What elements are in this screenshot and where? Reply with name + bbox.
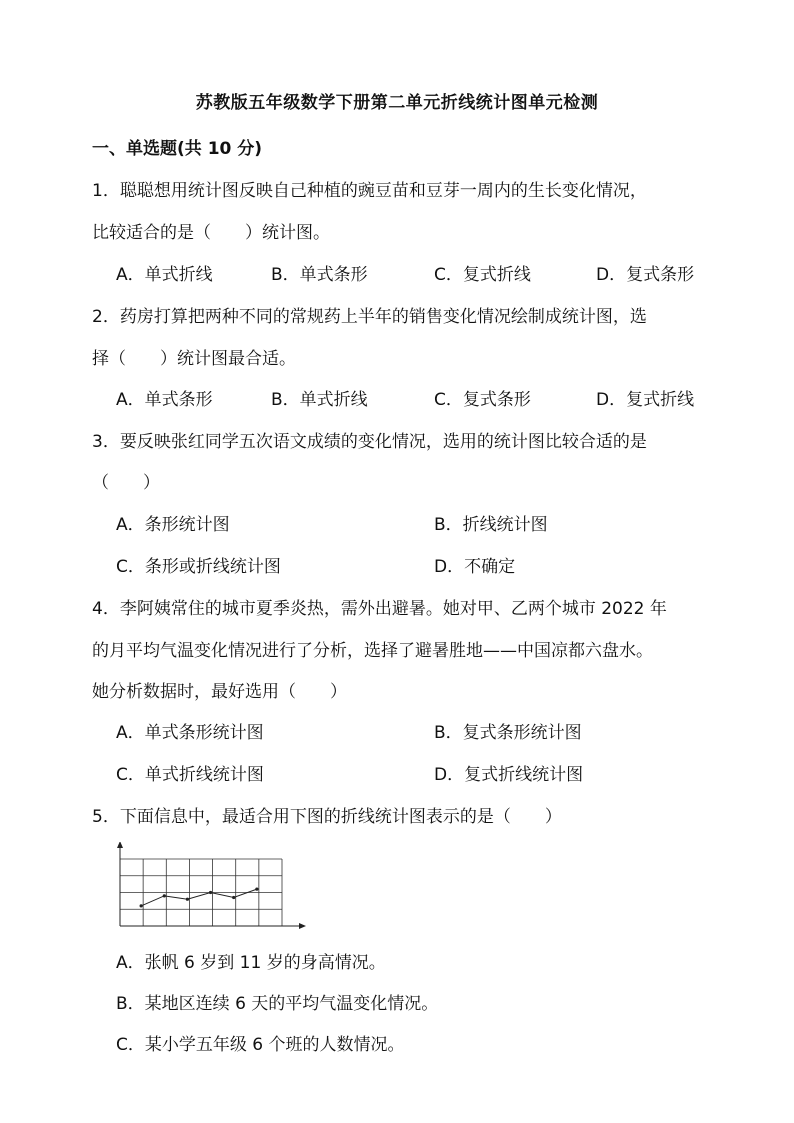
q1-option-b: B．单式条形 — [271, 265, 368, 285]
q2-option-c: C．复式条形 — [434, 390, 531, 410]
q4-option-c: C．单式折线统计图 — [116, 765, 264, 785]
q1-option-c: C．复式折线 — [434, 265, 531, 285]
question-1-line-2: 比较适合的是（ ）统计图。 — [92, 223, 330, 243]
q3-option-b: B．折线统计图 — [434, 515, 548, 535]
q4-option-a: A．单式条形统计图 — [116, 723, 264, 743]
data-point — [140, 904, 143, 907]
question-4-line-1: 4．李阿姨常住的城市夏季炎热，需外出避暑。她对甲、乙两个城市 2022 年 — [92, 599, 667, 619]
data-point — [163, 894, 166, 897]
q2-option-d: D．复式折线 — [596, 390, 695, 410]
q5-option-c: C．某小学五年级 6 个班的人数情况。 — [116, 1035, 405, 1055]
q3-option-d: D．不确定 — [434, 557, 516, 577]
question-1-line-1: 1．聪聪想用统计图反映自己种植的豌豆苗和豆芽一周内的生长变化情况， — [92, 181, 647, 201]
data-point — [186, 898, 189, 901]
q1-option-a: A．单式折线 — [116, 265, 213, 285]
data-point — [255, 888, 258, 891]
data-point — [232, 896, 235, 899]
q2-option-a: A．单式条形 — [116, 390, 213, 410]
series-line — [141, 889, 257, 906]
q3-option-a: A．条形统计图 — [116, 515, 230, 535]
q1-option-d: D．复式条形 — [596, 265, 695, 285]
question-4-line-2: 的月平均气温变化情况进行了分析，选择了避暑胜地——中国凉都六盘水。 — [92, 641, 653, 661]
q3-option-c: C．条形或折线统计图 — [116, 557, 281, 577]
question-3-line-2: （ ） — [92, 473, 160, 493]
chart-axes — [117, 842, 306, 929]
x-axis-arrow — [299, 923, 306, 929]
chart-grid — [120, 859, 282, 926]
q5-option-a: A．张帆 6 岁到 11 岁的身高情况。 — [116, 953, 386, 973]
question-4-line-3: 她分析数据时，最好选用（ ） — [92, 682, 347, 702]
line-chart-figure — [112, 842, 312, 934]
chart-series — [140, 888, 259, 908]
q4-option-d: D．复式折线统计图 — [434, 765, 584, 785]
question-3-line-1: 3．要反映张红同学五次语文成绩的变化情况，选用的统计图比较合适的是 — [92, 432, 647, 452]
data-point — [209, 891, 212, 894]
question-5-line-1: 5．下面信息中，最适合用下图的折线统计图表示的是（ ） — [92, 807, 562, 827]
q2-option-b: B．单式折线 — [271, 390, 368, 410]
question-2-line-1: 2．药房打算把两种不同的常规药上半年的销售变化情况绘制成统计图，选 — [92, 307, 647, 327]
document-title: 苏教版五年级数学下册第二单元折线统计图单元检测 — [195, 93, 599, 113]
question-2-line-2: 择（ ）统计图最合适。 — [92, 349, 296, 369]
y-axis-arrow — [117, 842, 123, 848]
q5-option-b: B．某地区连续 6 天的平均气温变化情况。 — [116, 994, 439, 1014]
section-heading: 一、单选题(共 10 分) — [92, 139, 263, 159]
q4-option-b: B．复式条形统计图 — [434, 723, 582, 743]
